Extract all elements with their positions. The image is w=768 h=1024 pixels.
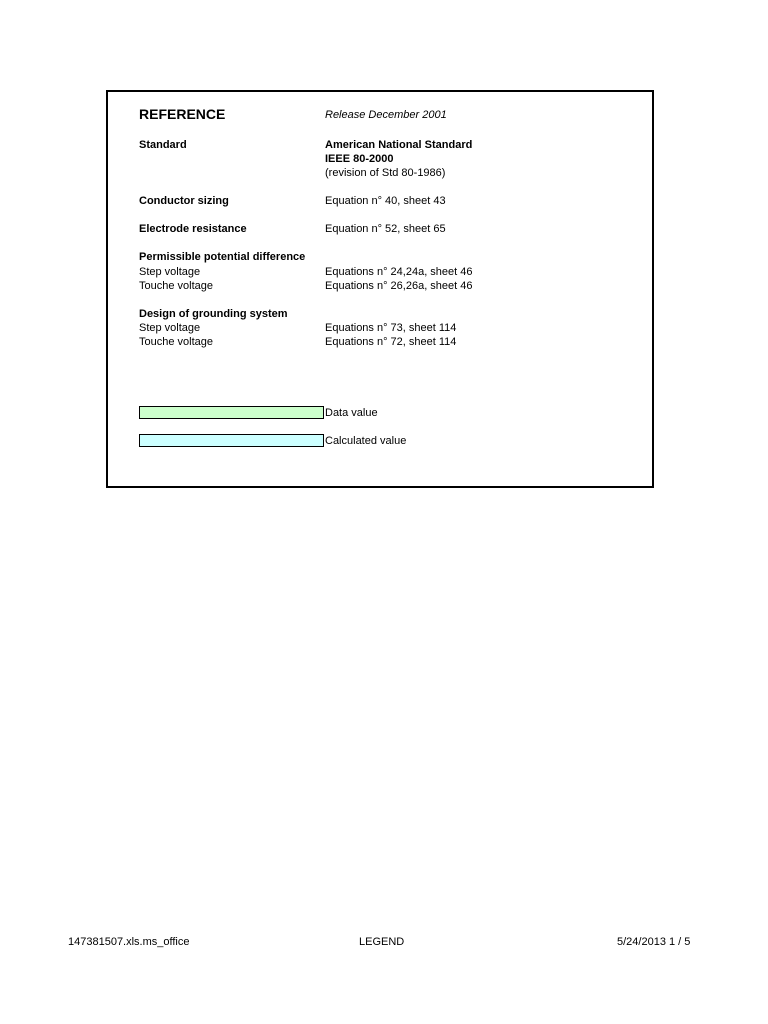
permissible-step-label: Step voltage [139, 266, 201, 278]
release-date: Release December 2001 [325, 109, 447, 121]
design-step-value: Equations n° 73, sheet 114 [325, 322, 457, 334]
design-heading: Design of grounding system [139, 308, 288, 320]
footer-sheet-name: LEGEND [359, 936, 405, 948]
standard-name: American National Standard [325, 139, 473, 151]
calculated-value-swatch [139, 434, 324, 447]
footer-filename: 147381507.xls.ms_office [68, 936, 190, 948]
electrode-resistance-value: Equation n° 52, sheet 65 [325, 223, 446, 235]
design-step-label: Step voltage [139, 322, 201, 334]
footer-date-page: 5/24/2013 1 / 5 [617, 936, 691, 948]
data-value-swatch [139, 406, 324, 419]
permissible-heading: Permissible potential difference [139, 251, 306, 263]
permissible-touche-label: Touche voltage [139, 280, 213, 292]
standard-revision: (revision of Std 80-1986) [325, 167, 446, 179]
standard-number: IEEE 80-2000 [325, 153, 394, 165]
data-value-label: Data value [325, 407, 378, 419]
electrode-resistance-label: Electrode resistance [139, 223, 247, 235]
calculated-value-label: Calculated value [325, 435, 407, 447]
design-touche-label: Touche voltage [139, 336, 213, 348]
conductor-sizing-value: Equation n° 40, sheet 43 [325, 195, 446, 207]
standard-label: Standard [139, 139, 187, 151]
conductor-sizing-label: Conductor sizing [139, 195, 229, 207]
design-touche-value: Equations n° 72, sheet 114 [325, 336, 457, 348]
reference-title: REFERENCE [139, 106, 226, 122]
permissible-step-value: Equations n° 24,24a, sheet 46 [325, 266, 473, 278]
reference-frame [106, 90, 654, 488]
permissible-touche-value: Equations n° 26,26a, sheet 46 [325, 280, 473, 292]
